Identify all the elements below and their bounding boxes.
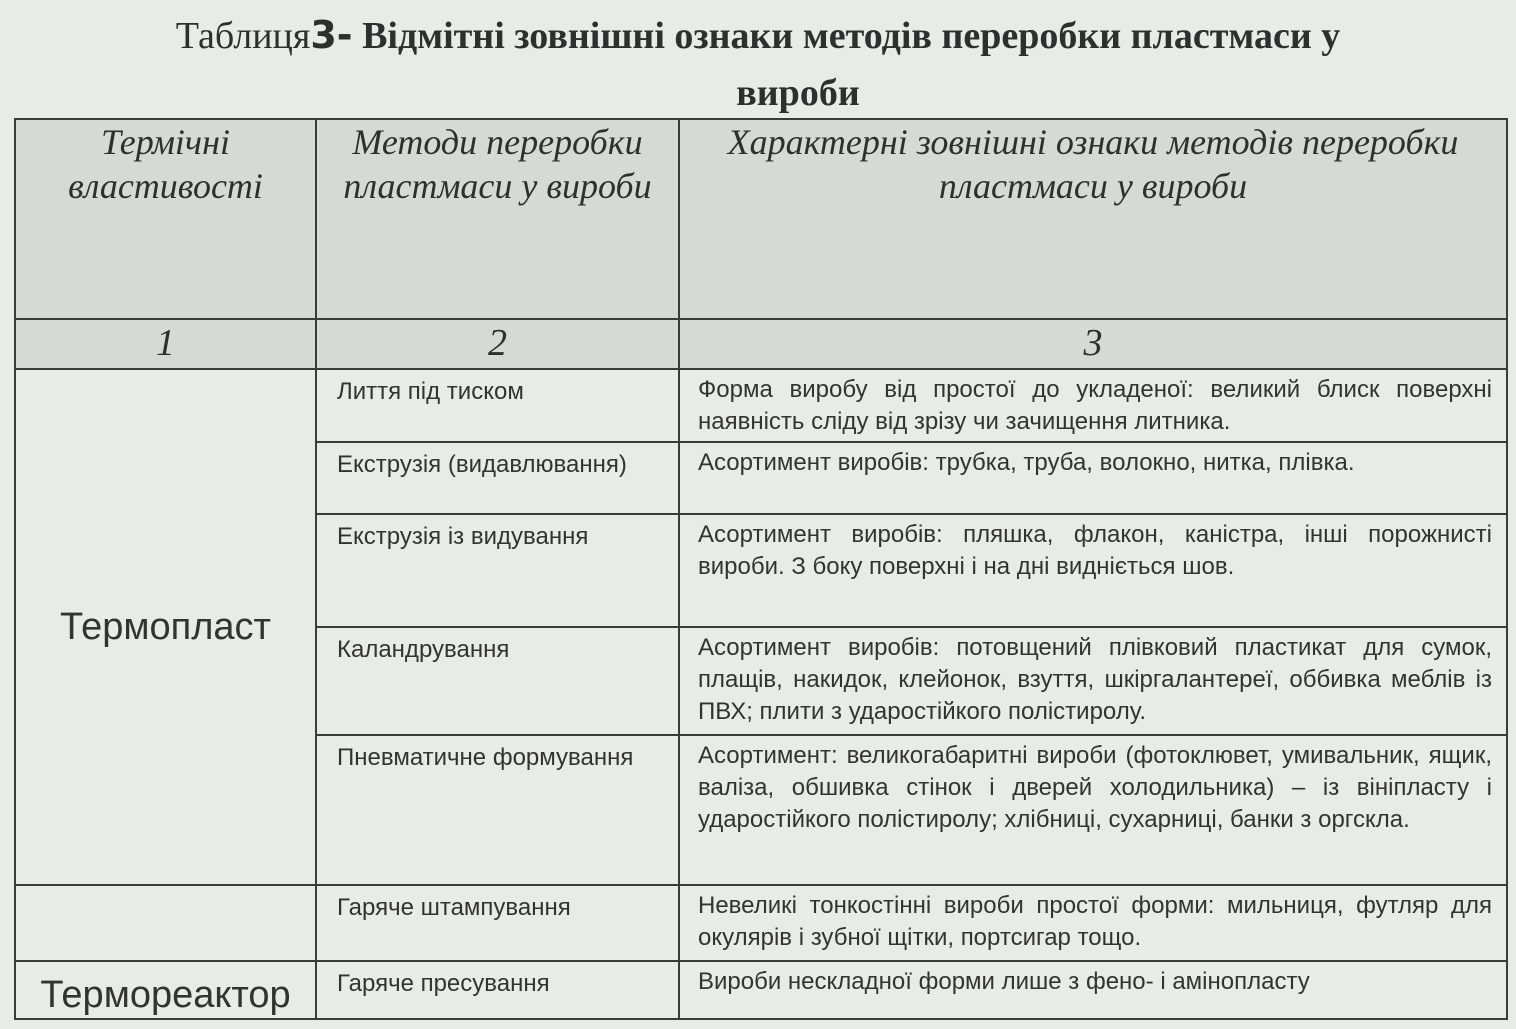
description-cell: Невеликі тонкостінні вироби простої форми: мильниця, футляр для окулярів і зубної щітки, портсигар тощо. — [679, 885, 1507, 961]
header-processing-methods: Методи переробки пластмаси у вироби — [316, 119, 679, 319]
header-external-signs: Характерні зовнішні ознаки методів переробки пластмаси у вироби — [679, 119, 1507, 319]
table-title — [0, 12, 1516, 59]
description-cell: Асортимент виробів: потовщений плівковий пластикат для сумок, плащів, накидок, клейонок, взуття, шкіргалантереї, оббивка меблів із ПВХ; плити з ударостійкого полістиролу. — [679, 627, 1507, 735]
column-number-row — [15, 319, 1507, 369]
title-line-2: вироби — [736, 72, 860, 114]
method-cell: Лиття під тиском — [316, 369, 679, 442]
method-cell: Екструзія (видавлювання) — [316, 442, 679, 514]
property-thermoset: Термореактор — [15, 961, 316, 1019]
method-cell: Екструзія із видування — [316, 514, 679, 627]
property-empty — [15, 885, 316, 961]
description-cell: Асортимент виробів: пляшка, флакон, каністра, інші порожнисті вироби. З боку поверхні і на дні видніється шов. — [679, 514, 1507, 627]
table-number: 3- — [310, 13, 353, 57]
description-cell: Форма виробу від простої до укладеної: великий блиск поверхні наявність сліду від зрізу чи зачищення литника. — [679, 369, 1507, 442]
title-prefix: Таблиця — [175, 15, 311, 57]
method-cell: Гаряче пресування — [316, 961, 679, 1019]
column-number: 3 — [679, 319, 1507, 369]
description-cell: Асортимент виробів: трубка, труба, волокно, нитка, плівка. — [679, 442, 1507, 514]
property-thermoplastic: Термопласт — [15, 369, 316, 885]
header-thermal-properties: Термічні властивості — [15, 119, 316, 319]
description-cell: Асортимент: великогабаритні вироби (фотоклювет, умивальник, ящик, валіза, обшивка стінок і дверей холодильника) – із вініпласту і ударостійкого полістиролу; хлібниці, сухарниці, банки з оргскла. — [679, 735, 1507, 885]
column-number: 1 — [15, 319, 316, 369]
title-text: Відмітні зовнішні ознаки методів переробки пластмаси у — [362, 15, 1341, 57]
table-row — [15, 885, 1507, 961]
method-cell: Гаряче штампування — [316, 885, 679, 961]
column-number: 2 — [316, 319, 679, 369]
header-row — [15, 119, 1507, 319]
table-row — [15, 369, 1507, 442]
description-cell: Вироби нескладної форми лише з фено- і амінопласту — [679, 961, 1507, 1019]
table-row — [15, 961, 1507, 1019]
methods-table — [14, 118, 1508, 1020]
method-cell: Каландрування — [316, 627, 679, 735]
method-cell: Пневматичне формування — [316, 735, 679, 885]
